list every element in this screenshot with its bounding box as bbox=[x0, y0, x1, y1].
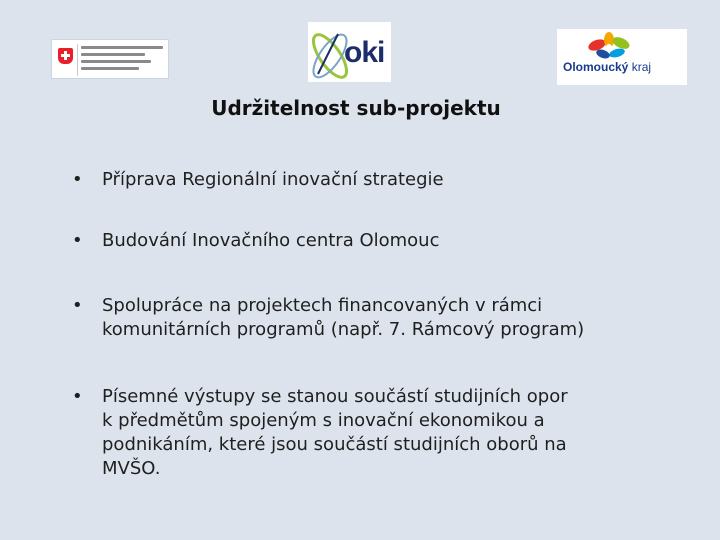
oki-logo bbox=[308, 22, 391, 82]
bullet-dot: • bbox=[72, 386, 83, 407]
bullet-item bbox=[72, 229, 652, 253]
bullet-dot: • bbox=[72, 169, 83, 190]
olomoucky-kraj-logo bbox=[557, 29, 687, 85]
bullet-line: MVŠO. bbox=[102, 458, 161, 479]
oki-logo-text: oki bbox=[344, 36, 385, 69]
bullet-item bbox=[72, 385, 652, 481]
bullet-line: Příprava Regionální inovační strategie bbox=[102, 169, 444, 190]
bullet-dot: • bbox=[72, 295, 83, 316]
bullet-dot: • bbox=[72, 230, 83, 251]
kraj-name-bold: Olomoucký bbox=[563, 60, 629, 74]
kraj-name-light: kraj bbox=[628, 60, 652, 74]
bullet-line: Písemné výstupy se stanou součástí studijních opor bbox=[102, 386, 568, 407]
slide-title-text: Udržitelnost sub-projektu bbox=[211, 96, 501, 120]
bullet-item bbox=[72, 168, 652, 192]
bullet-text bbox=[102, 168, 652, 192]
bullet-line: k předmětům spojeným s inovační ekonomikou a bbox=[102, 410, 545, 431]
bullet-line: Spolupráce na projektech financovaných v rámci bbox=[102, 295, 543, 316]
swiss-flag-icon bbox=[58, 48, 73, 64]
bullet-line: podnikáním, které jsou součástí studijních oborů na bbox=[102, 434, 567, 455]
logo-divider bbox=[77, 44, 78, 76]
bullet-line: Budování Inovačního centra Olomouc bbox=[102, 230, 440, 251]
bullet-text bbox=[102, 229, 652, 253]
bullet-line: komunitárních programů (např. 7. Rámcový program) bbox=[102, 319, 585, 340]
bullet-item bbox=[72, 294, 652, 342]
swiss-confederation-logo bbox=[51, 39, 169, 79]
bullet-text bbox=[102, 294, 652, 342]
logo-text-lines bbox=[81, 46, 163, 74]
kraj-name bbox=[563, 60, 651, 74]
bullet-text bbox=[102, 385, 652, 481]
kraj-flower-icon bbox=[557, 31, 687, 61]
slide-title bbox=[0, 96, 720, 120]
